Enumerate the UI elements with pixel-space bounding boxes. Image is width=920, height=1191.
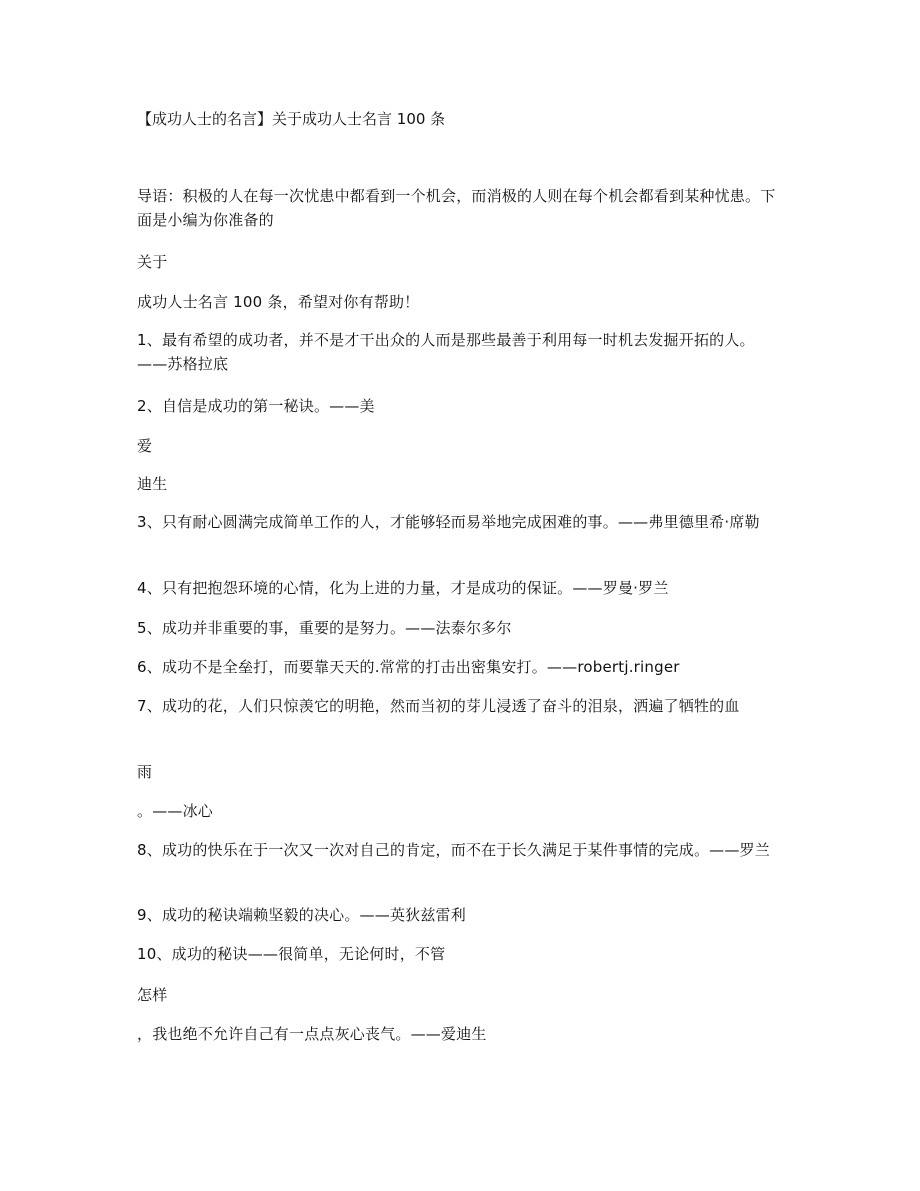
quote-paragraph: 7、成功的花，人们只惊羡它的明艳，然而当初的芽儿浸透了奋斗的泪泉，洒遍了牺牲的血: [137, 697, 740, 715]
document-title: 【成功人士的名言】关于成功人士名言 100 条: [137, 110, 446, 128]
quote-paragraph: 5、成功并非重要的事，重要的是努力。——法泰尔多尔: [137, 619, 512, 637]
paragraph: 。——冰心: [137, 802, 214, 820]
paragraph: 雨: [137, 763, 153, 781]
quote-paragraph: 10、成功的秘诀——很简单，无论何时，不管: [137, 945, 446, 963]
quote-paragraph: 4、只有把抱怨环境的心情，化为上进的力量，才是成功的保证。——罗曼·罗兰: [137, 579, 669, 597]
intro-paragraph: 导语：积极的人在每一次忧患中都看到一个机会，而消极的人则在每个机会都看到某种忧患。下面是小编为你准备的: [137, 187, 776, 229]
paragraph: 成功人士名言 100 条，希望对你有帮助！: [137, 293, 420, 311]
quote-paragraph: ，我也绝不允许自己有一点点灰心丧气。——爱迪生: [137, 1025, 487, 1043]
quote-paragraph: 6、成功不是全垒打，而要靠天天的.常常的打击出密集安打。——robertj.ringer: [137, 658, 680, 676]
paragraph: 迪生: [137, 475, 168, 493]
quote-paragraph: 1、最有希望的成功者，并不是才干出众的人而是那些最善于利用每一时机去发掘开拓的人。——苏格拉底: [137, 331, 755, 373]
quote-paragraph: 8、成功的快乐在于一次又一次对自己的肯定，而不在于长久满足于某件事情的完成。——罗兰: [137, 841, 770, 859]
quote-paragraph: 9、成功的秘诀端赖坚毅的决心。——英狄兹雷利: [137, 906, 466, 924]
quote-paragraph: 3、只有耐心圆满完成简单工作的人，才能够轻而易举地完成困难的事。——弗里德里希·席勒: [137, 513, 760, 531]
paragraph: 怎样: [137, 986, 168, 1004]
quote-paragraph: 2、自信是成功的第一秘诀。——美: [137, 397, 375, 415]
paragraph: 关于: [137, 253, 168, 271]
paragraph: 爱: [137, 437, 153, 455]
